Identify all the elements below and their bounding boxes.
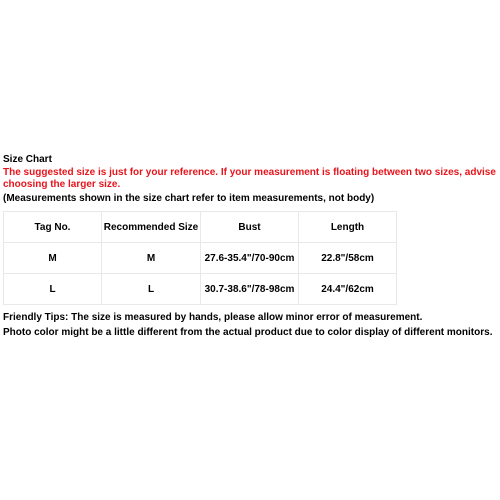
cell-recommended-size: M — [102, 243, 201, 274]
size-chart-section — [3, 153, 497, 340]
friendly-tips — [3, 310, 497, 340]
measurement-note: (Measurements shown in the size chart refer to item measurements, not body) — [3, 193, 375, 204]
cell-tag-no: L — [4, 274, 102, 305]
header-tag-no: Tag No. — [4, 212, 102, 243]
size-advice-notice: The suggested size is just for your reference. If your measurement is floating between two sizes, advise choosing the larger size. — [3, 167, 496, 190]
tips-line-color: Photo color might be a little different from the actual product due to color display of different monitors. — [3, 327, 493, 338]
cell-bust: 30.7-38.6"/78-98cm — [201, 274, 299, 305]
table-header-row — [4, 212, 397, 243]
cell-bust: 27.6-35.4"/70-90cm — [201, 243, 299, 274]
size-table — [3, 211, 397, 305]
cell-length: 24.4"/62cm — [299, 274, 397, 305]
header-recommended-size: Recommended Size — [102, 212, 201, 243]
cell-length: 22.8"/58cm — [299, 243, 397, 274]
header-bust: Bust — [201, 212, 299, 243]
size-chart-title: Size Chart — [3, 154, 52, 165]
tips-line-measurement: Friendly Tips: The size is measured by hands, please allow minor error of measurement. — [3, 312, 423, 323]
header-length: Length — [299, 212, 397, 243]
table-row — [4, 274, 397, 305]
cell-tag-no: M — [4, 243, 102, 274]
table-row — [4, 243, 397, 274]
cell-recommended-size: L — [102, 274, 201, 305]
